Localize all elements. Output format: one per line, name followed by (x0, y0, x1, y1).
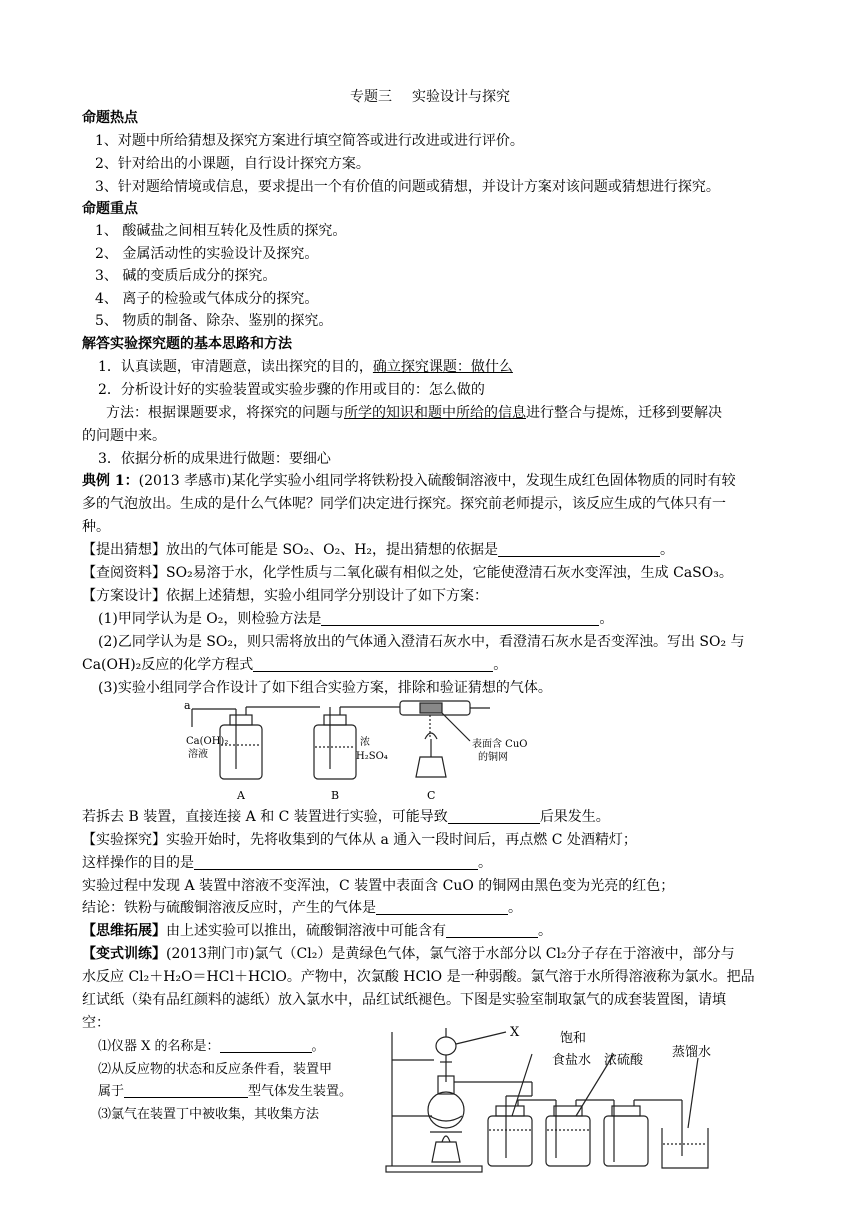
purpose-line: 这样操作的目的是 。 (82, 855, 492, 871)
plan-2: (2)乙同学认为是 SO₂，则只需将放出的气体通入澄清石灰水中，看澄清石灰水是否变浑浊。写出 SO₂ 与 (98, 634, 745, 650)
key-item-3: 3、 碱的变质后成分的探究。 (95, 268, 277, 284)
extension-answer-blank[interactable] (446, 923, 538, 938)
tube-c-label-2: 的铜网 (478, 752, 508, 763)
bottle-a-reagent: Ca(OH)₂ (186, 736, 229, 747)
explore-line (82, 830, 637, 850)
plan-1-text: (1)甲同学认为是 O₂，则检验方法是 (98, 611, 322, 627)
explore-tag: 【实验探究】 (82, 832, 166, 848)
bottle-b-reagent-2: H₂SO₄ (356, 751, 388, 762)
topic-number: 专题三 (350, 89, 392, 105)
design-line (82, 586, 488, 606)
equation-answer-blank[interactable] (253, 657, 493, 672)
explore-text: 实验开始时，先将收集到的气体从 a 通入一段时间后，再点燃 C 处酒精灯； (166, 832, 637, 848)
training-line-1 (82, 944, 735, 964)
plan-2-equation-text: Ca(OH)₂反应的化学方程式 (82, 657, 254, 673)
example-1-line-2: 多的气泡放出。生成的是什么气体呢？同学们决定进行探究。探究前老师提示，该反应生成的气体只有一 (82, 496, 726, 512)
method-note (106, 403, 722, 423)
reference-text: SO₂易溶于水，化学性质与二氧化碳有相似之处，它能使澄清石灰水变浑浊，生成 CaSO₃。 (166, 565, 733, 581)
brine-label: 饱和 (560, 1031, 587, 1046)
training-tag: 【变式训练】 (82, 946, 166, 962)
water-pointer (688, 1058, 698, 1128)
bottle-collector (604, 1116, 648, 1166)
design-text: 依据上述猜想，实验小组同学分别设计了如下方案： (166, 588, 488, 604)
topic-title: 实验设计与探究 (412, 89, 510, 105)
question-2-answer-blank[interactable] (124, 1083, 248, 1098)
label-c: C (427, 789, 436, 802)
question-2-cont (98, 1082, 352, 1102)
training-line-2: 水反应 Cl₂＋H₂O＝HCl＋HClO。产物中，次氯酸 HClO 是一种弱酸。氯气溶于水所得溶液称为氯水。把品 (82, 969, 755, 985)
key-item-1: 1、 酸碱盐之间相互转化及性质的探究。 (95, 223, 347, 239)
conclusion-answer-blank[interactable] (376, 900, 508, 915)
key-heading: 命题重点 (82, 201, 138, 217)
method-note-b: 进行整合与提炼，迁移到要解决 (526, 405, 722, 421)
hot-item-1: 1、对题中所给猜想及探究方案进行填空简答或进行改进或进行评价。 (95, 133, 524, 149)
plan-2-equation: Ca(OH)₂反应的化学方程式 。 (82, 657, 508, 673)
example-1-intro (82, 471, 736, 491)
tube-c-label: 表面含 CuO (472, 739, 528, 750)
copper-mesh (420, 703, 442, 713)
alcohol-lamp-2 (432, 1142, 460, 1162)
question-3: ⑶氯气在装置丁中被收集，其收集方法 (98, 1107, 320, 1122)
label-a: A (237, 789, 245, 802)
guess-text: 放出的气体可能是 SO₂、O₂、H₂，提出猜想的依据是 (166, 542, 499, 558)
method-step-1-text: 1．认真读题，审清题意，读出探究的目的， (98, 359, 373, 375)
question-1-answer-blank[interactable] (220, 1038, 312, 1053)
training-line-3: 红试纸（染有品红颜料的滤纸）放入氯水中，品红试纸褪色。下图是实验室制取氯气的成套装置图，请填 (82, 992, 726, 1008)
key-item-5: 5、 物质的制备、除杂、鉴别的探究。 (95, 313, 333, 329)
remove-b-text-end: 后果发生。 (539, 809, 610, 825)
remove-b-text: 若拆去 B 装置，直接连接 A 和 C 装置进行实验，可能导致 (82, 809, 448, 825)
round-flask (428, 1092, 464, 1128)
alcohol-lamp (416, 757, 446, 777)
training-line-4: 空： (82, 1015, 110, 1031)
method-note-cont: 的问题中来。 (82, 428, 166, 444)
key-item-2: 2、 金属活动性的实验设计及探究。 (95, 246, 319, 262)
hot-item-2: 2、针对给出的小课题，自行设计探究方案。 (95, 156, 370, 172)
example-1-label: 典例 1： (82, 473, 139, 489)
extension-tag: 【思维拓展】 (82, 923, 166, 939)
reference-tag: 【查阅资料】 (82, 565, 166, 581)
example-1-line-1: (2013 孝感市)某化学实验小组同学将铁粉投入硫酸铜溶液中，发现生成红色固体物质的同时有较 (138, 473, 736, 489)
conclusion-line: 结论：铁粉与硫酸铜溶液反应时，产生的气体是 。 (82, 900, 522, 916)
design-tag: 【方案设计】 (82, 588, 166, 604)
plan-3: (3)实验小组同学合作设计了如下组合实验方案，排除和验证猜想的气体。 (98, 680, 552, 696)
guess-line: 【提出猜想】放出的气体可能是 SO₂、O₂、H₂，提出猜想的依据是 。 (82, 542, 675, 558)
observation-line: 实验过程中发现 A 装置中溶液不变浑浊，C 装置中表面含 CuO 的铜网由黑色变为光亮的红色； (82, 878, 675, 894)
question-1: ⑴仪器 X 的名称是： 。 (98, 1039, 325, 1054)
method-note-a: 方法：根据课题要求，将探究的问题与 (106, 405, 344, 421)
example-1-line-3: 种。 (82, 519, 110, 535)
hot-heading: 命题热点 (82, 110, 138, 126)
distilled-water-label: 蒸馏水 (672, 1045, 712, 1060)
extension-text: 由上述实验可以推出，硫酸铜溶液中可能含有 (166, 923, 446, 939)
purpose-text: 这样操作的目的是 (82, 855, 194, 871)
brine-pointer (512, 1054, 532, 1116)
label-b: B (331, 789, 340, 802)
funnel-x-label: X (510, 1025, 520, 1040)
bottle-brine (488, 1116, 532, 1166)
method-step-3: 3．依据分析的成果进行做题：要细心 (98, 451, 331, 467)
chlorine-apparatus-figure (382, 1024, 718, 1176)
conclusion-text: 结论：铁粉与硫酸铜溶液反应时，产生的气体是 (82, 900, 376, 916)
plan-1: (1)甲同学认为是 O₂，则检验方法是 。 (98, 611, 614, 627)
funnel-x (436, 1037, 456, 1055)
bottle-b (314, 725, 356, 779)
bottle-sulfuric-acid (546, 1116, 590, 1166)
question-1-text: ⑴仪器 X 的名称是： (98, 1039, 220, 1054)
question-2-cont-b: 型气体发生装置。 (248, 1084, 353, 1099)
hot-item-3: 3、针对题给情境或信息，要求提出一个有价值的问题或猜想，并设计方案对该问题或猜想进行探究。 (95, 179, 720, 195)
key-item-4: 4、 离子的检验或气体成分的探究。 (95, 291, 319, 307)
x-pointer (456, 1032, 506, 1044)
apparatus-abc-figure (180, 697, 540, 805)
bottle-a-reagent-2: 溶液 (188, 749, 208, 760)
plan-1-answer-blank[interactable] (321, 611, 599, 626)
page-title (0, 86, 860, 106)
label-pointer (442, 713, 470, 741)
beaker (662, 1128, 708, 1168)
extension-line: 【思维拓展】由上述实验可以推出，硫酸铜溶液中可能含有 。 (82, 923, 552, 939)
bottle-a-stopper (230, 715, 252, 725)
method-heading: 解答实验探究题的基本思路和方法 (82, 336, 292, 352)
training-text-1: (2013荆门市)氯气（Cl₂）是黄绿色气体，氯气溶于水部分以 Cl₂分子存在于溶液中，部分与 (166, 946, 735, 962)
inlet-label: a (184, 699, 191, 712)
method-note-underlined: 所学的知识和题中所给的信息 (344, 405, 526, 421)
purpose-answer-blank[interactable] (194, 855, 478, 870)
question-2: ⑵从反应物的状态和反应条件看，装置甲 (98, 1062, 333, 1077)
brine-label-2: 食盐水 (552, 1053, 592, 1068)
bottle-a (220, 725, 262, 779)
reference-line (82, 563, 733, 583)
guess-answer-blank[interactable] (498, 542, 660, 557)
guess-tag: 【提出猜想】 (82, 542, 166, 558)
bottle-b-stopper (324, 715, 346, 725)
iron-stand-base (386, 1166, 482, 1172)
question-2-cont-a: 属于 (98, 1084, 125, 1099)
remove-b-line (82, 807, 610, 827)
bottle-b-reagent: 浓 (360, 737, 370, 748)
method-step-1 (98, 357, 513, 377)
consequence-answer-blank[interactable] (448, 809, 540, 824)
method-step-2: 2．分析设计好的实验装置或实验步骤的作用或目的：怎么做的 (98, 382, 485, 398)
sulfuric-acid-label: 浓硫酸 (604, 1053, 644, 1068)
method-step-1-underlined: 确立探究课题：做什么 (372, 359, 513, 375)
